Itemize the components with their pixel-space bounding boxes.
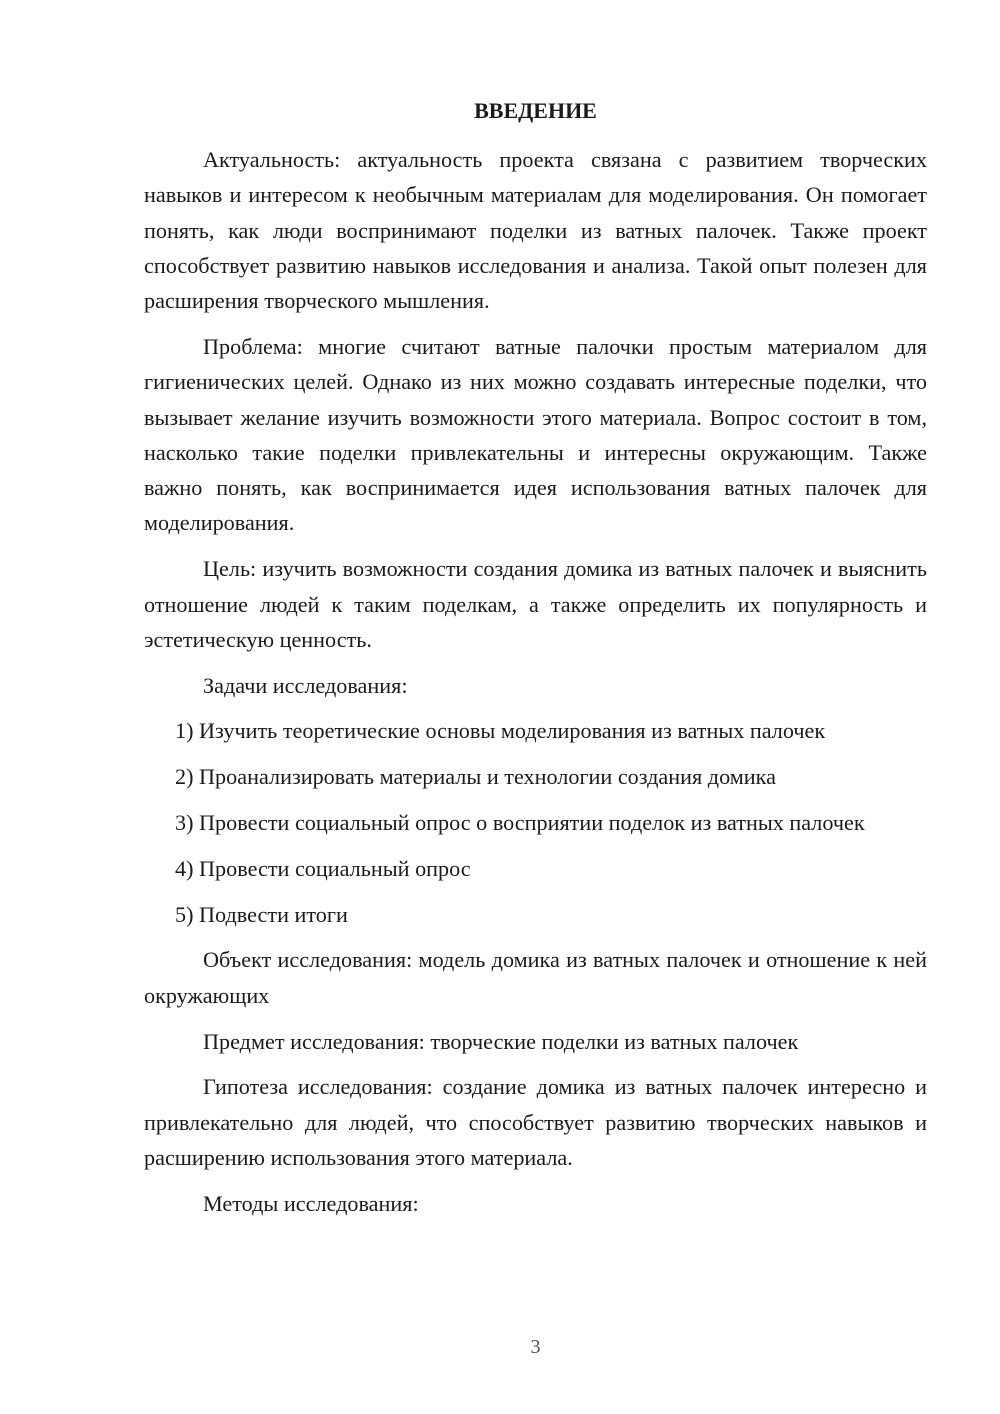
page-number: 3 (530, 1336, 541, 1358)
page-title: ВВЕДЕНИЕ (474, 98, 597, 123)
task-item: 3) Провести социальный опрос о восприятии поделок из ватных палочек (175, 810, 865, 836)
relevance-paragraph: Актуальность: актуальность проекта связана с развитием творческих навыков и интересом к необычным материалам для моделирования. Он помогает понять, как люди воспринимают поделки из ватных палочек. Также проект способствует развитию навыков исследования и анализа. Такой опыт полезен для расширения творческого мышления. (144, 147, 927, 314)
problem-paragraph: Проблема: многие считают ватные палочки простым материалом для гигиенических целей. Однако из них можно создавать интересные поделки, что вызывает желание изучить возможности этого материала. Вопрос состоит в том, насколько такие поделки привлекательны и интересны окружающим. Также важно понять, как воспринимается идея использования ватных палочек для моделирования. (144, 333, 927, 536)
task-item: 2) Проанализировать материалы и технологии создания домика (175, 764, 776, 790)
tasks-heading: Задачи исследования: (203, 672, 408, 698)
task-item: 4) Провести социальный опрос (175, 855, 471, 881)
document-body (144, 142, 927, 1232)
subject-paragraph: Предмет исследования: творческие поделки из ватных палочек (203, 1028, 799, 1054)
task-item: 5) Подвести итоги (175, 901, 348, 927)
methods-heading: Методы исследования: (203, 1190, 419, 1216)
task-item: 1) Изучить теоретические основы моделирования из ватных палочек (175, 718, 826, 744)
document-page (144, 0, 927, 1414)
goal-paragraph: Цель: изучить возможности создания домика из ватных палочек и выяснить отношение людей к таким поделкам, а также определить их популярность и эстетическую ценность. (144, 556, 927, 652)
object-paragraph: Объект исследования: модель домика из ватных палочек и отношение к ней окружающих (144, 947, 927, 1008)
hypothesis-paragraph: Гипотеза исследования: создание домика из ватных палочек интересно и привлекательно для людей, что способствует развитию творческих навыков и расширению использования этого материала. (144, 1074, 927, 1170)
